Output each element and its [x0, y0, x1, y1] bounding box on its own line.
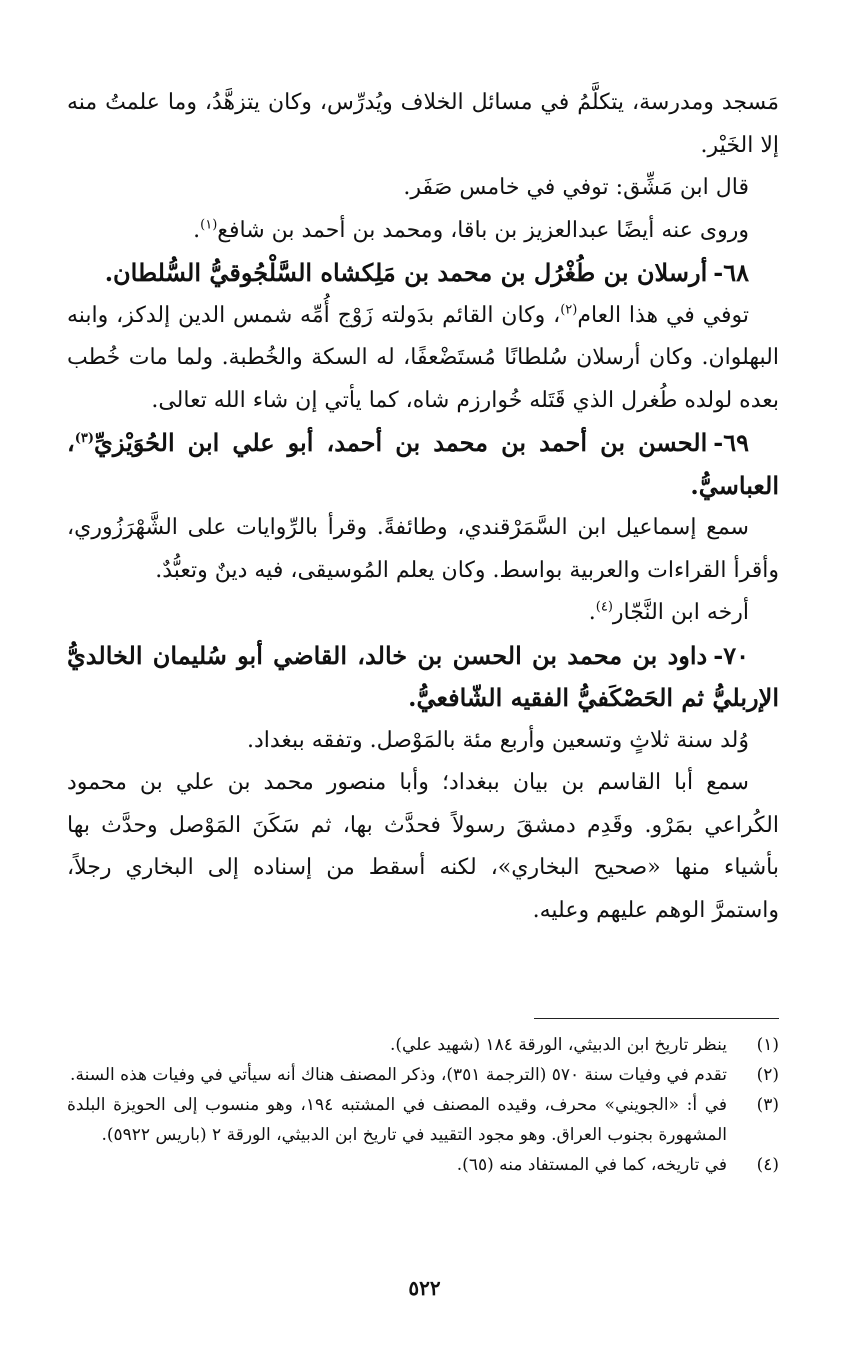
paragraph-1: مَسجد ومدرسة، يتكلَّمُ في مسائل الخلاف ويُدرِّس، وكان يتزهَّدُ، وما علمتُ منه إلا الخَيْر.: [67, 90, 779, 158]
footnote-ref-2[interactable]: (٢): [560, 302, 578, 318]
entry-name-69: الحسن بن أحمد بن محمد بن أحمد، أبو علي ابن الحُوَيْزيِّ: [94, 428, 708, 457]
footnote-number: (١): [756, 1035, 779, 1055]
footnote-number: (٢): [756, 1065, 779, 1085]
footnote-ref-3[interactable]: (٣): [74, 431, 95, 446]
page-number: ٥٢٢: [408, 1276, 441, 1300]
footnote-4: [67, 1150, 779, 1180]
main-text: [67, 82, 779, 932]
footnote-text: في أ: «الجويني» محرف، وقيده المصنف في المشتبه ١٩٤، وهو منسوب إلى الحويزة البلدة المشهورة بجنوب العراق. وهو مجود التقييد في تاريخ ابن الدبيثي، الورقة ٢ (باريس ٥٩٢٢).: [67, 1095, 727, 1145]
footnote-separator: [534, 1018, 779, 1019]
footnote-3: [67, 1090, 779, 1150]
footnote-number: (٤): [756, 1155, 779, 1175]
paragraph-6: [67, 592, 779, 635]
footnote-text: ينظر تاريخ ابن الدبيثي، الورقة ١٨٤ (شهيد علي).: [389, 1035, 727, 1055]
paragraph-6-end: .: [588, 600, 596, 625]
entry-name-68: أرسلان بن طُغْرُل بن محمد بن مَلِكشاه السَّلْجُوقيُّ السُّلطان.: [104, 258, 708, 287]
entry-number-68: ٦٨-: [713, 258, 749, 287]
entry-heading-68: [67, 252, 779, 295]
footnote-1: [67, 1030, 779, 1060]
paragraph-3-text: وروى عنه أيضًا عبدالعزيز بن باقا، ومحمد بن أحمد بن شافع: [217, 217, 749, 243]
footnotes: [67, 1030, 779, 1180]
paragraph-8: سمع أبا القاسم بن بيان ببغداد؛ وأبا منصور محمد بن علي بن محمود الكُراعي بمَرْو. وقَدِم دمشقَ رسولاً فحدَّث بها، ثم سَكَنَ المَوْصل وحدَّث بها بأشياء منها «صحيح البخاري»، لكنه أسقط من إسناده إلى البخاري رجلاً، واستمرَّ الوهم عليهم وعليه.: [67, 770, 779, 923]
entry-name-70: داود بن محمد بن الحسن بن خالد، القاضي أبو سُليمان الخالديُّ الإربليُّ ثم الحَصْكَفيُّ الفقيه الشّافعيُّ.: [67, 640, 779, 712]
paragraph-4-start: توفي في هذا العام: [577, 302, 749, 328]
entry-number-70: ٧٠-: [713, 640, 749, 670]
footnote-2: [67, 1060, 779, 1090]
footnote-ref-4[interactable]: (٤): [595, 599, 613, 615]
entry-heading-70: [67, 635, 779, 720]
paragraph-2: قال ابن مَشِّق: توفي في خامس صَفَر.: [403, 175, 749, 200]
entry-name-69-end: ، العباسيُّ.: [67, 428, 779, 500]
paragraph-4: [67, 295, 779, 423]
footnote-text: تقدم في وفيات سنة ٥٧٠ (الترجمة ٣٥١)، وذكر المصنف هناك أنه سيأتي في وفيات هذه السنة.: [70, 1065, 727, 1085]
entry-heading-69: [67, 422, 779, 507]
paragraph-7: وُلد سنة ثلاثٍ وتسعين وأربع مئة بالمَوْصل. وتفقه ببغداد.: [246, 727, 749, 753]
paragraph-3-end: .: [193, 217, 201, 243]
paragraph-6-text: أرخه ابن النَّجّار: [612, 600, 749, 625]
footnote-number: (٣): [756, 1095, 779, 1115]
paragraph-3: [67, 210, 779, 253]
footnote-text: في تاريخه، كما في المستفاد منه (٦٥).: [456, 1155, 727, 1175]
footnote-ref-1[interactable]: (١): [200, 217, 218, 233]
paragraph-5: سمع إسماعيل ابن السَّمَرْقندي، وطائفةً. وقرأ بالرِّوايات على الشَّهْرَزُوري، وأقرأ القراءات والعربية بواسط. وكان يعلم المُوسيقى، فيه دينٌ وتعبُّدٌ.: [67, 515, 779, 583]
entry-number-69: ٦٩-: [713, 428, 749, 457]
paragraph-4-text: ، وكان القائم بدَولته زَوْج أُمِّه شمس الدين إلدكز، وابنه البهلوان. وكان أرسلان سُلطانًا مُستَضْعفًا، له السكة والخُطبة. ولما مات خُطب بعده لولده طُغرل الذي قَتَله خُوارزم شاه، كما يأتي إن شاء الله تعالى.: [67, 302, 779, 413]
